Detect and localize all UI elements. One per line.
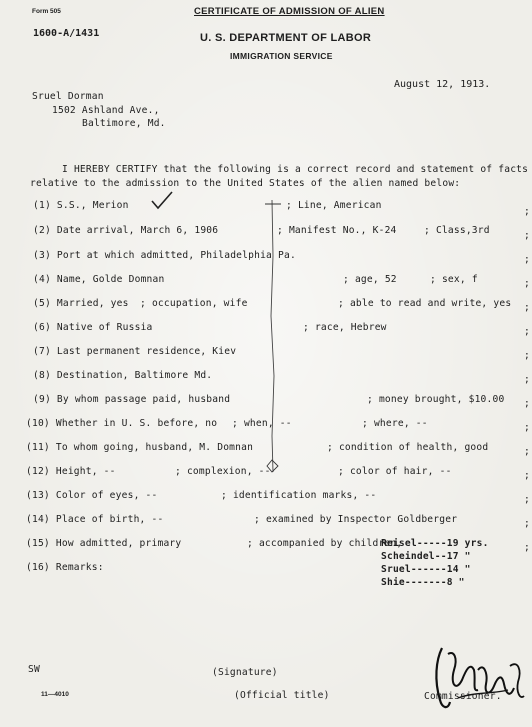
row-when: ; when, -- xyxy=(232,418,292,429)
row-health: ; condition of health, good xyxy=(327,442,489,453)
row-passage-paid: (9) By whom passage paid, husband xyxy=(33,394,231,405)
certificate-title: CERTIFICATE OF ADMISSION OF ALIEN xyxy=(194,6,385,17)
row-accompanied: ; accompanied by children, xyxy=(247,538,403,549)
child-1: Reisel-----19 yrs. xyxy=(381,538,489,549)
addressee-street: 1502 Ashland Ave., xyxy=(52,105,160,116)
row-remarks: (16) Remarks: xyxy=(26,562,104,573)
row-id-marks: ; identification marks, -- xyxy=(221,490,377,501)
row-line: ; Line, American xyxy=(286,200,382,211)
row-complexion: ; complexion, -- xyxy=(175,466,271,477)
signature-label: (Signature) xyxy=(212,667,278,678)
right-margin-marks: ; ; ; ; ; ; ; ; ; ; ; ; ; ; ; xyxy=(524,206,530,553)
certify-line-1: I HEREBY CERTIFY that the following is a correct record and statement of facts xyxy=(62,164,529,175)
row-name: (4) Name, Golde Domnan xyxy=(33,274,165,285)
certificate-date: August 12, 1913. xyxy=(394,79,491,90)
row-class: ; Class,3rd xyxy=(424,225,490,236)
row-date-arrival: (2) Date arrival, March 6, 1906 xyxy=(33,225,219,236)
row-destination: (8) Destination, Baltimore Md. xyxy=(33,370,213,381)
form-number: Form 505 xyxy=(32,8,61,15)
row-native: (6) Native of Russia xyxy=(33,322,153,333)
row-height: (12) Height, -- xyxy=(26,466,116,477)
file-number: 1600-A/1431 xyxy=(33,28,100,39)
child-4: Shie-------8 " xyxy=(381,577,465,588)
certify-line-2: relative to the admission to the United States of the alien named below: xyxy=(30,178,461,189)
row-ship: (1) S.S., Merion xyxy=(33,200,129,211)
row-port: (3) Port at which admitted, Philadelphia Pa. xyxy=(33,250,296,261)
child-2: Scheindel--17 " xyxy=(381,551,471,562)
row-hair: ; color of hair, -- xyxy=(338,466,452,477)
row-sex: ; sex, f xyxy=(430,274,478,285)
addressee-city: Baltimore, Md. xyxy=(82,118,166,129)
row-race: ; race, Hebrew xyxy=(303,322,387,333)
row-birthplace: (14) Place of birth, -- xyxy=(26,514,164,525)
commissioner-signature xyxy=(428,640,528,714)
clerk-initials: SW xyxy=(28,664,40,675)
row-age: ; age, 52 xyxy=(343,274,397,285)
form-code: 11—4010 xyxy=(41,691,69,698)
row-manifest: ; Manifest No., K-24 xyxy=(277,225,397,236)
pencil-line xyxy=(262,196,286,476)
commissioner-label: Commissioner. xyxy=(424,691,502,702)
row-eyes: (13) Color of eyes, -- xyxy=(26,490,158,501)
row-in-us-before: (10) Whether in U. S. before, no xyxy=(26,418,218,429)
row-married: (5) Married, yes xyxy=(33,298,129,309)
addressee-name: Sruel Dorman xyxy=(32,91,104,102)
department-name: U. S. DEPARTMENT OF LABOR xyxy=(200,32,372,44)
row-read-write: ; able to read and write, yes xyxy=(338,298,512,309)
row-how-admitted: (15) How admitted, primary xyxy=(26,538,182,549)
row-where: ; where, -- xyxy=(362,418,428,429)
row-examined-by: ; examined by Inspector Goldberger xyxy=(254,514,458,525)
child-3: Sruel------14 " xyxy=(381,564,471,575)
row-money: ; money brought, $10.00 xyxy=(367,394,505,405)
official-title-label: (Official title) xyxy=(234,690,330,701)
service-name: IMMIGRATION SERVICE xyxy=(230,51,333,61)
row-to-whom: (11) To whom going, husband, M. Domnan xyxy=(26,442,254,453)
check-mark-icon xyxy=(150,190,174,210)
row-occupation: ; occupation, wife xyxy=(140,298,248,309)
row-residence: (7) Last permanent residence, Kiev xyxy=(33,346,237,357)
